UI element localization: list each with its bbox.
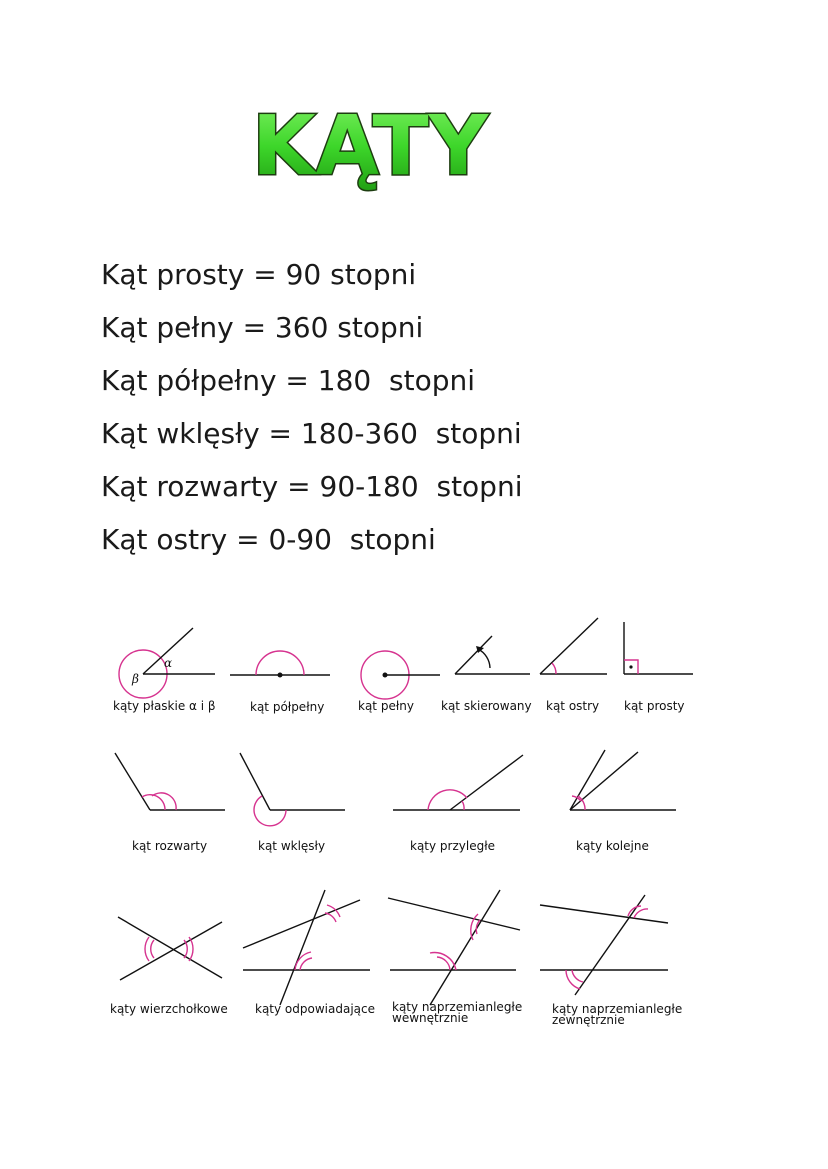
figure-pelny	[361, 651, 440, 699]
label-naprz-wewn-2: wewnętrznie	[392, 1011, 469, 1025]
title-text: KĄTY	[252, 99, 488, 194]
angles-diagram-svg	[0, 600, 828, 1060]
fact-item: Kąt pełny = 360 stopni	[101, 311, 424, 344]
figure-wklesly	[240, 753, 345, 826]
angles-diagram	[0, 600, 828, 1060]
label-ostry: kąt ostry	[546, 699, 600, 713]
label-pelny: kąt pełny	[358, 699, 414, 713]
label-naprz-zewn-2: zewnętrznie	[552, 1013, 625, 1027]
figure-odpowiadajace	[243, 890, 370, 1005]
figure-wierzcholkowe	[118, 917, 222, 980]
label-odpowiadajace: kąty odpowiadające	[255, 1002, 375, 1016]
figure-naprz-wewn	[388, 890, 520, 1005]
label-prosty: kąt prosty	[624, 699, 685, 713]
label-kolejne: kąty kolejne	[576, 839, 649, 853]
fact-item: Kąt półpełny = 180 stopni	[101, 364, 476, 397]
label-plaskie: kąty płaskie α i β	[113, 699, 216, 713]
figure-rozwarty	[115, 753, 225, 810]
figure-prosty	[624, 622, 693, 674]
page-title	[240, 86, 500, 196]
figure-naprz-zewn	[540, 895, 668, 995]
figure-polpelny	[230, 651, 330, 678]
label-polpelny: kąt półpełny	[250, 700, 325, 714]
fact-item: Kąt rozwarty = 90-180 stopni	[101, 470, 523, 503]
label-naprz-zewn-1: kąty naprzemianległe	[552, 1002, 683, 1016]
title-graphic	[240, 86, 500, 196]
label-wklesly: kąt wklęsły	[258, 839, 326, 853]
figure-przylegle	[393, 755, 523, 810]
figure-ostry	[540, 618, 607, 674]
label-przylegle: kąty przyległe	[410, 839, 496, 853]
figure-plaskie	[119, 628, 215, 698]
angle-facts-list	[101, 248, 522, 566]
figure-skierowany	[455, 636, 530, 674]
alpha-symbol: α	[164, 656, 173, 670]
fact-item: Kąt wklęsły = 180-360 stopni	[101, 417, 522, 450]
beta-symbol: β	[132, 672, 139, 686]
label-skierowany: kąt skierowany	[441, 699, 532, 713]
label-wierzcholkowe: kąty wierzchołkowe	[110, 1002, 228, 1016]
label-rozwarty: kąt rozwarty	[132, 839, 208, 853]
fact-item: Kąt ostry = 0-90 stopni	[101, 523, 436, 556]
label-naprz-wewn-1: kąty naprzemianległe	[392, 1000, 523, 1014]
fact-item: Kąt prosty = 90 stopni	[101, 258, 417, 291]
figure-kolejne	[570, 750, 676, 810]
